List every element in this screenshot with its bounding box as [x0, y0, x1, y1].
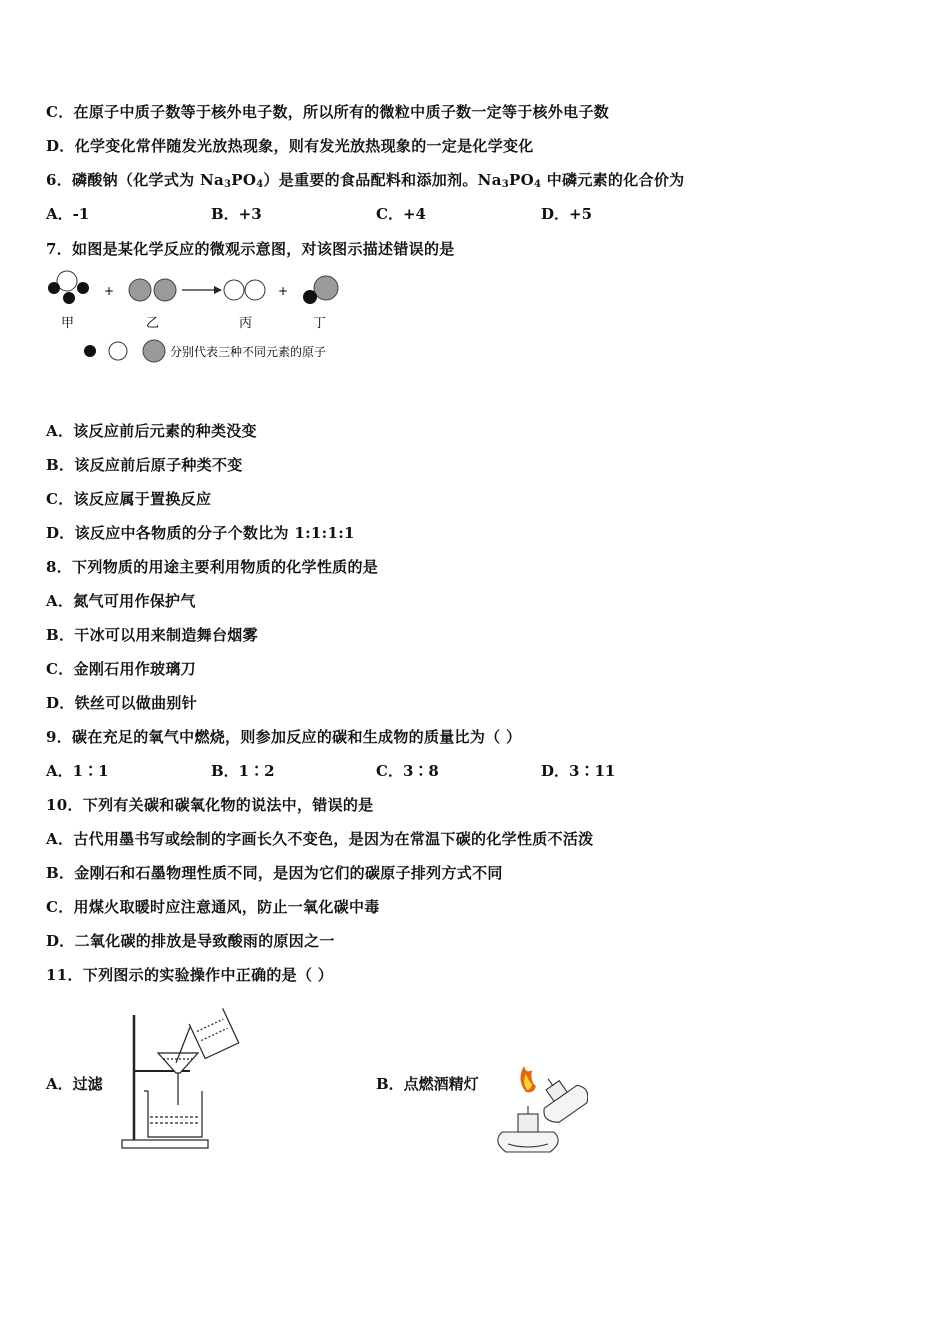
- q8-option-b: B．干冰可以用来制造舞台烟雾: [46, 626, 258, 644]
- q9-option-a: A．1∶1: [46, 762, 109, 780]
- molecule-jia: [48, 271, 89, 304]
- q7-option-b: B．该反应前后原子种类不变: [46, 456, 243, 474]
- plus-sign-2: +: [278, 284, 289, 298]
- q8-stem: 8．下列物质的用途主要利用物质的化学性质的是: [46, 558, 379, 576]
- flame-icon: [520, 1066, 536, 1092]
- q6-option-b: B．+3: [211, 205, 262, 223]
- q8-option-a: A．氮气可用作保护气: [46, 592, 196, 610]
- alcohol-lamp-illustration: [488, 1052, 588, 1162]
- q5-option-d: D．化学变化常伴随发光放热现象，则有发光放热现象的一定是化学变化: [46, 137, 534, 155]
- q6-stem: 6．磷酸钠（化学式为 $Na_3PO_4$）是重要的食品配料和添加剂。$Na_3PO_4$ 中磷元素的化合价为: [46, 171, 685, 190]
- q11-option-b: B．点燃酒精灯: [376, 1075, 479, 1093]
- molecule-ding: [303, 276, 338, 304]
- q10-stem: 10．下列有关碳和碳氧化物的说法中，错误的是: [46, 796, 374, 814]
- q9-option-c: C．3∶8: [376, 762, 439, 780]
- q10-option-b: B．金刚石和石墨物理性质不同，是因为它们的碳原子排列方式不同: [46, 864, 503, 882]
- label-ding: 丁: [313, 316, 327, 331]
- molecule-bing: [224, 280, 265, 300]
- q10-option-c: C．用煤火取暖时应注意通风，防止一氧化碳中毒: [46, 898, 380, 916]
- q5-option-c: C．在原子中质子数等于核外电子数，所以所有的微粒中质子数一定等于核外电子数: [46, 103, 610, 121]
- q6-option-c: C．+4: [376, 205, 426, 223]
- q7-option-d: D．该反应中各物质的分子个数比为 1:1:1:1: [46, 524, 355, 542]
- q9-option-b: B．1∶2: [211, 762, 275, 780]
- reaction-arrow: [182, 286, 222, 294]
- plus-sign-1: +: [104, 284, 115, 298]
- atom-legend: [84, 340, 326, 362]
- reaction-diagram: [40, 268, 380, 373]
- q10-option-a: A．古代用墨书写或绘制的字画长久不变色，是因为在常温下碳的化学性质不活泼: [46, 830, 594, 848]
- q6-option-a: A．-1: [46, 205, 90, 223]
- q6-option-d: D．+5: [541, 205, 593, 223]
- q11-stem: 11．下列图示的实验操作中正确的是（ ）: [46, 966, 334, 984]
- legend-text: 分别代表三种不同元素的原子: [170, 345, 327, 359]
- label-jia: 甲: [61, 316, 75, 331]
- q9-stem: 9．碳在充足的氧气中燃烧，则参加反应的碳和生成物的质量比为（ ）: [46, 728, 522, 746]
- label-bing: 丙: [239, 316, 253, 331]
- q8-option-d: D．铁丝可以做曲别针: [46, 694, 198, 712]
- q7-stem: 7．如图是某化学反应的微观示意图，对该图示描述错误的是: [46, 240, 455, 258]
- q10-option-d: D．二氧化碳的排放是导致酸雨的原因之一: [46, 932, 335, 950]
- q11-option-a: A．过滤: [46, 1075, 103, 1093]
- filtration-apparatus-illustration: [118, 1005, 248, 1155]
- q7-option-a: A．该反应前后元素的种类没变: [46, 422, 257, 440]
- q9-option-d: D．3∶11: [541, 762, 616, 780]
- label-yi: 乙: [146, 316, 160, 331]
- q7-option-c: C．该反应属于置换反应: [46, 490, 212, 508]
- q8-option-c: C．金刚石用作玻璃刀: [46, 660, 196, 678]
- molecule-yi: [129, 279, 176, 301]
